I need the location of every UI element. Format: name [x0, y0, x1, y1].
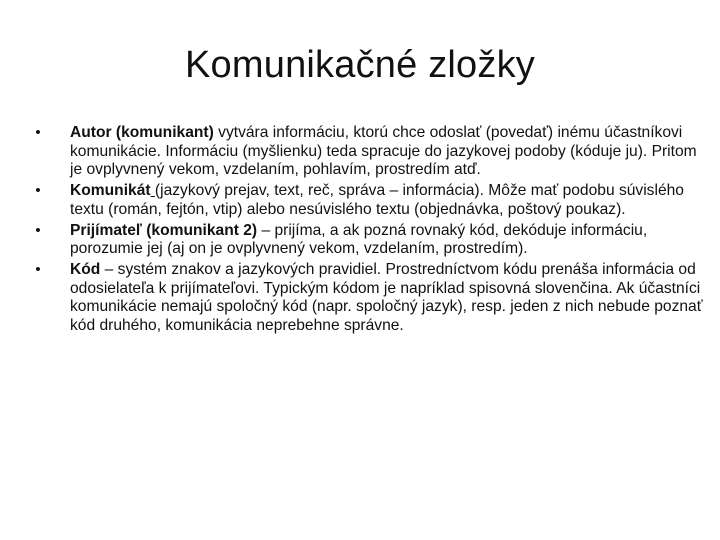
- bullet-list: [28, 124, 708, 336]
- text-komunikat: (jazykový prejav, text, reč, správa – informácia). Môže mať podobu súvislého textu (román, fejtón, vtip) alebo nesúvislého textu (objednávka, poštový poukaz).: [70, 182, 684, 218]
- term-prijimatel-underline: ): [251, 221, 258, 239]
- bullet-item-autor: [28, 124, 708, 180]
- bullet-icon: •: [35, 124, 41, 141]
- term-kod: Kód: [70, 260, 101, 278]
- bullet-icon: •: [35, 260, 41, 278]
- bullet-item-prijimatel: [28, 222, 708, 259]
- text-prijimatel: – prijíma, a ak pozná rovnaký kód, dekóduje informáciu, porozumie jej (aj on je ovplyvnený vekom, vzdelaním, prostredím).: [70, 221, 648, 258]
- text-kod: – systém znakov a jazykových pravidiel. Prostredníctvom kódu prenáša informácia od odosielateľa k prijímateľovi. Typickým kódom je napríklad spisovná slovenčina. Ak účastníci komunikácie nemajú spoločný kód (napr. spoločný jazyk), resp. jeden z nich nebude poznať kód druhého, komunikácia neprebehne správne.: [70, 260, 703, 335]
- bullet-item-komunikat: [28, 182, 708, 219]
- term-prijimatel: Prijímateľ (komunikant 2: [70, 221, 252, 239]
- text-autor: vytvára informáciu, ktorú chce odoslať (povedať) inému účastníkovi komunikácie. Informáciu (myšlienku) teda spracuje do jazykovej podoby (kóduje ju). Pritom je ovplyvnený vekom, vzdelaním, pohlavím, prostredím atď.: [70, 124, 697, 179]
- bullet-icon: •: [35, 182, 41, 200]
- term-autor: Autor (komunikant): [70, 124, 214, 141]
- slide-title: Komunikačné zložky: [185, 44, 535, 86]
- slide-content: [28, 124, 708, 338]
- bullet-icon: •: [35, 221, 41, 239]
- term-komunikat: Komunikát: [70, 182, 151, 200]
- bullet-item-kod: [28, 261, 708, 336]
